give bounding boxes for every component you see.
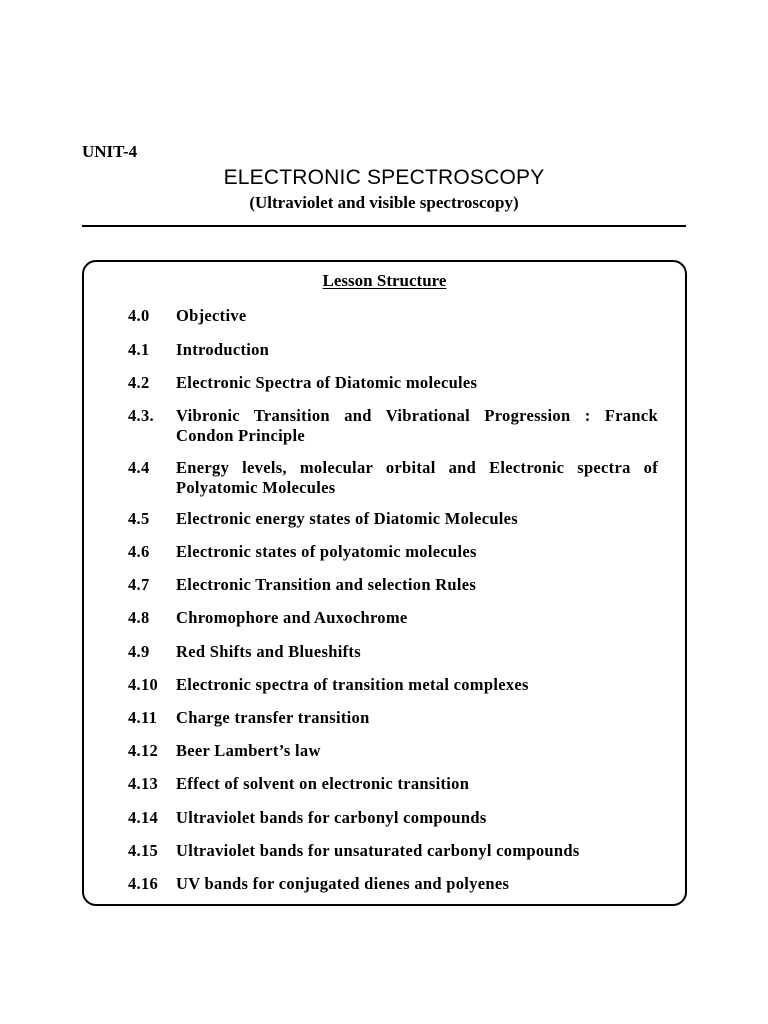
lesson-item: [128, 808, 658, 828]
lesson-item-text: Electronic states of polyatomic molecules: [176, 542, 477, 561]
lesson-item-text: Vibronic Transition and Vibrational Progression : Franck Condon Principle: [176, 406, 658, 445]
lesson-item-number: 4.0: [128, 306, 150, 325]
lesson-item-number: 4.2: [128, 373, 150, 392]
lesson-item-number: 4.11: [128, 708, 158, 727]
lesson-item: [128, 675, 658, 695]
lesson-item: [128, 874, 658, 894]
lesson-item-number: 4.8: [128, 608, 150, 627]
lesson-structure-heading: Lesson Structure: [322, 271, 447, 290]
lesson-item-number: 4.14: [128, 808, 159, 827]
lesson-item-text: Ultraviolet bands for carbonyl compounds: [176, 808, 487, 827]
lesson-item: [128, 340, 658, 360]
lesson-item-number: 4.10: [128, 675, 159, 694]
page-title: ELECTRONIC SPECTROSCOPY: [223, 166, 545, 189]
lesson-item-text: Effect of solvent on electronic transition: [176, 774, 470, 793]
lesson-item: [128, 373, 658, 393]
lesson-item-number: 4.3.: [128, 406, 154, 425]
lesson-item-text: Electronic Spectra of Diatomic molecules: [176, 373, 478, 392]
lesson-item-text: Electronic spectra of transition metal complexes: [176, 675, 529, 694]
lesson-item-text: Red Shifts and Blueshifts: [176, 642, 361, 661]
page-subtitle: (Ultraviolet and visible spectroscopy): [249, 193, 519, 212]
lesson-item-text: Objective: [176, 306, 247, 325]
title-divider: [82, 225, 686, 227]
unit-label: UNIT-4: [82, 142, 138, 161]
lesson-item-number: 4.15: [128, 841, 159, 860]
lesson-item-text: UV bands for conjugated dienes and polyenes: [176, 874, 510, 893]
lesson-item: [128, 608, 658, 628]
lesson-item-text: Electronic Transition and selection Rules: [176, 575, 477, 594]
lesson-item: [128, 774, 658, 794]
lesson-item: [128, 642, 658, 662]
lesson-item: [128, 458, 658, 498]
lesson-item-number: 4.5: [128, 509, 150, 528]
lesson-item-number: 4.16: [128, 874, 159, 893]
lesson-item-text: Chromophore and Auxochrome: [176, 608, 408, 627]
lesson-item-number: 4.4: [128, 458, 150, 477]
lesson-item-number: 4.7: [128, 575, 150, 594]
lesson-item: [128, 542, 658, 562]
lesson-item-number: 4.6: [128, 542, 150, 561]
lesson-item-number: 4.1: [128, 340, 150, 359]
lesson-item-number: 4.12: [128, 741, 159, 760]
lesson-item: [128, 841, 658, 861]
lesson-item-text: Charge transfer transition: [176, 708, 370, 727]
lesson-item: [128, 306, 658, 326]
lesson-item-text: Ultraviolet bands for unsaturated carbonyl compounds: [176, 841, 580, 860]
lesson-item-number: 4.9: [128, 642, 150, 661]
lesson-item-text: Introduction: [176, 340, 270, 359]
lesson-item-number: 4.13: [128, 774, 159, 793]
lesson-item-text: Electronic energy states of Diatomic Molecules: [176, 509, 519, 528]
lesson-item: [128, 741, 658, 761]
lesson-item-text: Beer Lambert’s law: [176, 741, 321, 760]
lesson-item: [128, 575, 658, 595]
lesson-structure-box: [82, 260, 687, 906]
lesson-item: [128, 708, 658, 728]
lesson-item-text: Energy levels, molecular orbital and Electronic spectra of Polyatomic Molecules: [176, 458, 658, 497]
lesson-item: [128, 509, 658, 529]
lesson-item: [128, 406, 658, 446]
